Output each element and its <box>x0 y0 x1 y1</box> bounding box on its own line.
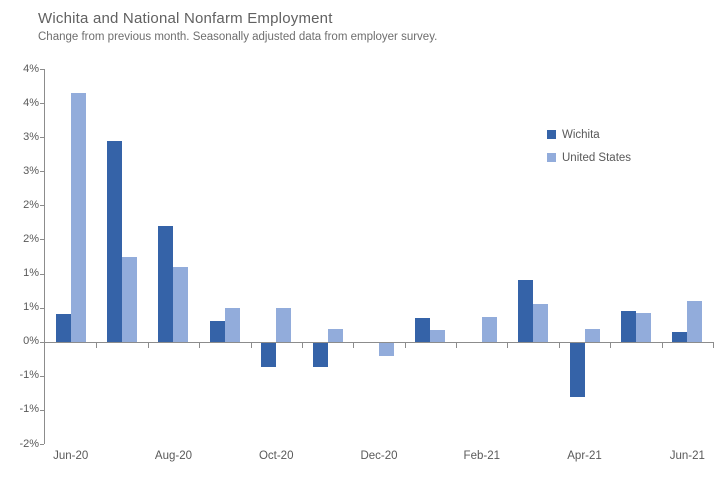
x-axis-tick <box>610 342 611 348</box>
ytick-label: 1% <box>23 301 39 314</box>
y-axis-tick <box>40 410 44 411</box>
ytick-label: -1% <box>19 369 39 382</box>
legend-label: United States <box>562 151 632 164</box>
ytick-label: 3% <box>23 130 39 143</box>
x-axis-label-jun-20: Jun-20 <box>53 450 89 462</box>
bar-united-states-nov-20 <box>328 329 343 341</box>
ytick-label: 3% <box>23 164 39 177</box>
bar-united-states-jun-20 <box>71 93 86 342</box>
bar-united-states-dec-20 <box>379 343 394 357</box>
x-axis-tick <box>456 342 457 348</box>
x-axis-label-dec-20: Dec-20 <box>360 450 398 462</box>
ytick-label: 4% <box>23 62 39 75</box>
bar-united-states-aug-20 <box>173 267 188 342</box>
y-axis-line <box>44 69 45 444</box>
ytick-label: -2% <box>19 437 39 450</box>
bar-united-states-jun-21 <box>687 301 702 342</box>
y-axis-tick <box>40 376 44 377</box>
bar-wichita-oct-20 <box>261 343 276 367</box>
ytick-label: 2% <box>23 198 39 211</box>
bar-wichita-nov-20 <box>313 343 328 367</box>
bar-wichita-jun-21 <box>672 332 687 342</box>
ytick-label: -1% <box>19 403 39 416</box>
bar-wichita-jan-21 <box>415 318 430 342</box>
x-axis-label-apr-21: Apr-21 <box>567 450 602 462</box>
bar-united-states-jul-20 <box>122 257 137 342</box>
bar-united-states-sep-20 <box>225 308 240 342</box>
x-axis-tick <box>96 342 97 348</box>
x-axis-tick <box>302 342 303 348</box>
x-axis-tick <box>662 342 663 348</box>
bar-united-states-may-21 <box>636 313 651 342</box>
bar-wichita-may-21 <box>621 311 636 342</box>
bar-wichita-apr-21 <box>570 343 585 398</box>
x-axis-tick <box>713 342 714 348</box>
ytick-label: 4% <box>23 96 39 109</box>
legend-item-wichita <box>547 126 631 143</box>
legend <box>547 126 631 172</box>
y-axis-tick <box>40 274 44 275</box>
bar-wichita-jul-20 <box>107 141 122 342</box>
x-axis-label-oct-20: Oct-20 <box>258 450 294 462</box>
y-axis-tick <box>40 69 44 70</box>
chart-title: Wichita and National Nonfarm Employment <box>38 10 333 27</box>
bar-united-states-mar-21 <box>533 304 548 342</box>
chart-subtitle: Change from previous month. Seasonally adjusted data from employer survey. <box>38 31 438 43</box>
x-axis-label-aug-20: Aug-20 <box>154 450 192 462</box>
bar-united-states-jan-21 <box>430 330 445 342</box>
x-axis-tick <box>251 342 252 348</box>
legend-label: Wichita <box>562 128 600 141</box>
x-axis-tick <box>507 342 508 348</box>
united-states-swatch-icon <box>547 153 556 162</box>
x-axis-label-jun-21: Jun-21 <box>669 450 705 462</box>
x-axis-tick <box>405 342 406 348</box>
y-axis-tick <box>40 308 44 309</box>
bar-wichita-aug-20 <box>158 226 173 342</box>
x-axis-tick <box>559 342 560 348</box>
y-axis-tick <box>40 137 44 138</box>
bar-wichita-jun-20 <box>56 314 71 341</box>
y-axis-tick <box>40 103 44 104</box>
bar-united-states-oct-20 <box>276 308 291 342</box>
ytick-label: 2% <box>23 232 39 245</box>
ytick-label: 0% <box>23 335 39 348</box>
legend-item-united-states <box>547 149 631 166</box>
bar-wichita-sep-20 <box>210 321 225 341</box>
y-axis-tick <box>40 171 44 172</box>
x-axis-tick <box>199 342 200 348</box>
y-axis-tick <box>40 444 44 445</box>
bar-wichita-mar-21 <box>518 280 533 341</box>
x-axis-label-feb-21: Feb-21 <box>463 450 500 462</box>
bar-united-states-feb-21 <box>482 317 497 342</box>
x-axis-tick <box>353 342 354 348</box>
bar-united-states-apr-21 <box>585 329 600 341</box>
ytick-label: 1% <box>23 267 39 280</box>
y-axis-tick <box>40 239 44 240</box>
y-axis-tick <box>40 205 44 206</box>
wichita-swatch-icon <box>547 130 556 139</box>
x-axis-tick <box>148 342 149 348</box>
